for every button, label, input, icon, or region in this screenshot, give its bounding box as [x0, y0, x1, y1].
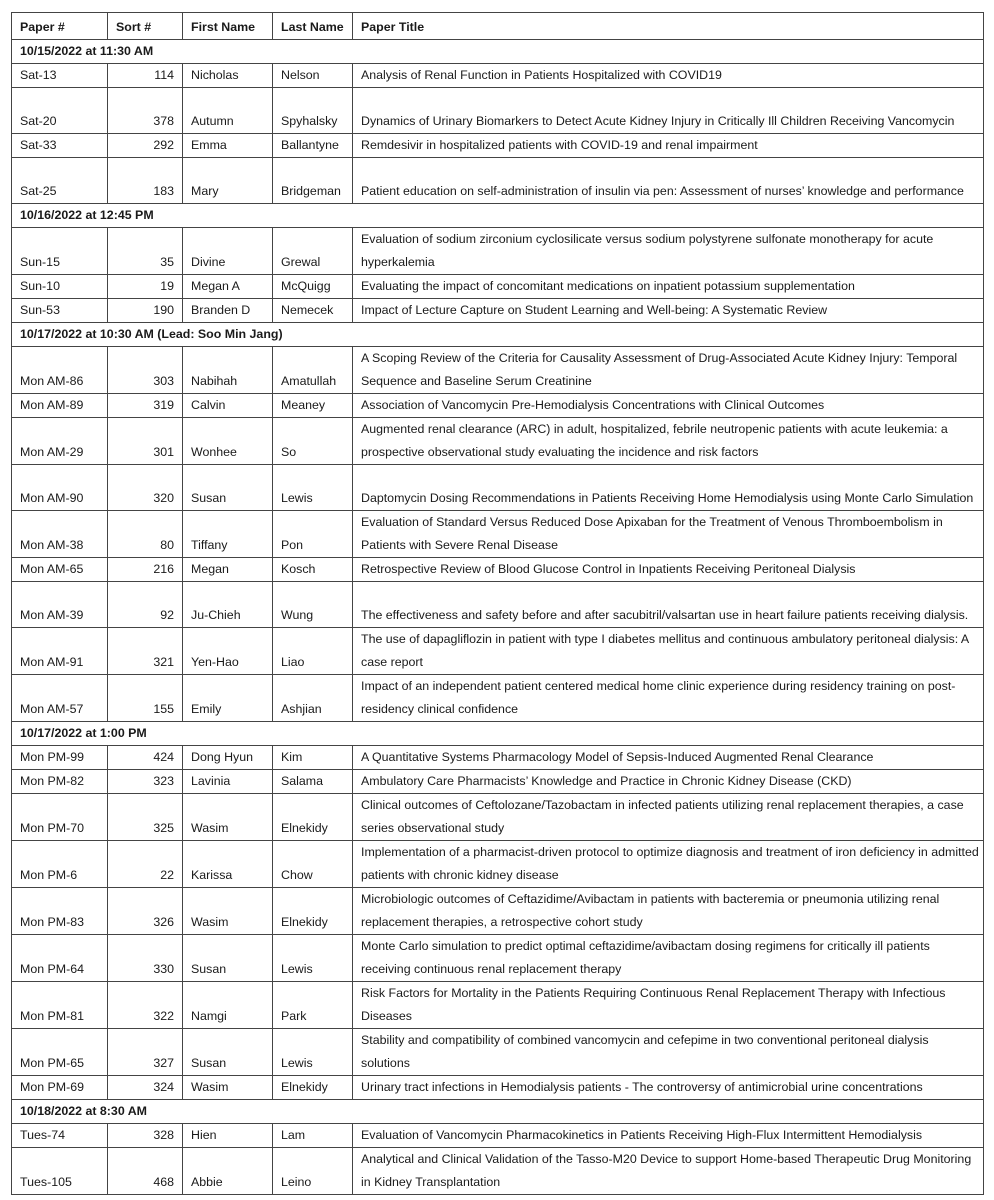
paper-title-cell: Monte Carlo simulation to predict optimal ceftazidime/avibactam dosing regimens for critically ill patients receiving continuous renal replacement therapy	[353, 935, 984, 982]
last-name-cell: Chow	[273, 841, 353, 888]
session-heading: 10/17/2022 at 1:00 PM	[12, 722, 984, 746]
paper-title-cell: The use of dapagliflozin in patient with type I diabetes mellitus and continuous ambulatory peritoneal dialysis: A case report	[353, 628, 984, 675]
paper-title-cell: Daptomycin Dosing Recommendations in Patients Receiving Home Hemodialysis using Monte Carlo Simulation	[353, 465, 984, 511]
paper-number-cell: Sat-25	[12, 158, 108, 204]
last-name-cell: Ballantyne	[273, 134, 353, 158]
paper-number-cell: Mon AM-29	[12, 418, 108, 465]
last-name-cell: McQuigg	[273, 275, 353, 299]
paper-number-cell: Mon PM-6	[12, 841, 108, 888]
first-name-cell: Calvin	[183, 394, 273, 418]
first-name-cell: Nabihah	[183, 347, 273, 394]
sort-number-cell: 324	[108, 1076, 183, 1100]
session-heading-row	[12, 722, 984, 746]
sort-number-cell: 327	[108, 1029, 183, 1076]
paper-title-cell: A Scoping Review of the Criteria for Causality Assessment of Drug-Associated Acute Kidney Injury: Temporal Sequence and Baseline Serum Creatinine	[353, 347, 984, 394]
last-name-cell: Grewal	[273, 228, 353, 275]
session-heading: 10/15/2022 at 11:30 AM	[12, 40, 984, 64]
last-name-cell: Lewis	[273, 1029, 353, 1076]
last-name-cell: Spyhalsky	[273, 88, 353, 134]
last-name-cell: Amatullah	[273, 347, 353, 394]
table-row	[12, 347, 984, 394]
table-row	[12, 465, 984, 511]
paper-number-cell: Mon AM-39	[12, 582, 108, 628]
table-row	[12, 418, 984, 465]
paper-number-cell: Mon AM-91	[12, 628, 108, 675]
sort-number-cell: 292	[108, 134, 183, 158]
table-row	[12, 794, 984, 841]
table-row	[12, 841, 984, 888]
sort-number-cell: 319	[108, 394, 183, 418]
last-name-cell: Nelson	[273, 64, 353, 88]
last-name-cell: Pon	[273, 511, 353, 558]
sort-number-cell: 323	[108, 770, 183, 794]
paper-title-cell: Urinary tract infections in Hemodialysis patients - The controversy of antimicrobial urine concentrations	[353, 1076, 984, 1100]
paper-title-cell: Implementation of a pharmacist-driven protocol to optimize diagnosis and treatment of iron deficiency in admitted patients with chronic kidney disease	[353, 841, 984, 888]
first-name-cell: Susan	[183, 935, 273, 982]
first-name-cell: Megan	[183, 558, 273, 582]
sort-number-cell: 190	[108, 299, 183, 323]
first-name-cell: Wasim	[183, 794, 273, 841]
last-name-cell: Kim	[273, 746, 353, 770]
session-heading: 10/18/2022 at 8:30 AM	[12, 1100, 984, 1124]
table-row	[12, 746, 984, 770]
paper-number-cell: Mon AM-86	[12, 347, 108, 394]
sort-number-cell: 80	[108, 511, 183, 558]
table-row	[12, 228, 984, 275]
paper-number-cell: Sat-33	[12, 134, 108, 158]
session-heading: 10/17/2022 at 10:30 AM (Lead: Soo Min Jang)	[12, 323, 984, 347]
sort-number-cell: 114	[108, 64, 183, 88]
table-row	[12, 275, 984, 299]
last-name-cell: So	[273, 418, 353, 465]
first-name-cell: Susan	[183, 465, 273, 511]
table-row	[12, 64, 984, 88]
last-name-cell: Elnekidy	[273, 1076, 353, 1100]
paper-title-cell: Evaluation of sodium zirconium cyclosilicate versus sodium polystyrene sulfonate monotherapy for acute hyperkalemia	[353, 228, 984, 275]
last-name-cell: Park	[273, 982, 353, 1029]
first-name-cell: Hien	[183, 1124, 273, 1148]
first-name-cell: Wasim	[183, 1076, 273, 1100]
sort-number-cell: 216	[108, 558, 183, 582]
table-row	[12, 770, 984, 794]
column-header-paper-number: Paper #	[12, 13, 108, 40]
paper-number-cell: Sat-20	[12, 88, 108, 134]
sort-number-cell: 424	[108, 746, 183, 770]
column-header-first-name: First Name	[183, 13, 273, 40]
paper-title-cell: Clinical outcomes of Ceftolozane/Tazobactam in infected patients utilizing renal replacement therapies, a case series observational study	[353, 794, 984, 841]
table-row	[12, 982, 984, 1029]
paper-title-cell: Analysis of Renal Function in Patients Hospitalized with COVID19	[353, 64, 984, 88]
table-row	[12, 1124, 984, 1148]
last-name-cell: Ashjian	[273, 675, 353, 722]
sort-number-cell: 92	[108, 582, 183, 628]
paper-number-cell: Sun-15	[12, 228, 108, 275]
first-name-cell: Emily	[183, 675, 273, 722]
paper-number-cell: Sun-53	[12, 299, 108, 323]
last-name-cell: Meaney	[273, 394, 353, 418]
table-row	[12, 582, 984, 628]
last-name-cell: Lewis	[273, 465, 353, 511]
paper-title-cell: Remdesivir in hospitalized patients with COVID-19 and renal impairment	[353, 134, 984, 158]
first-name-cell: Wasim	[183, 888, 273, 935]
paper-number-cell: Sun-10	[12, 275, 108, 299]
table-row	[12, 935, 984, 982]
sort-number-cell: 22	[108, 841, 183, 888]
first-name-cell: Wonhee	[183, 418, 273, 465]
paper-number-cell: Mon PM-99	[12, 746, 108, 770]
paper-title-cell: Augmented renal clearance (ARC) in adult, hospitalized, febrile neutropenic patients with acute leukemia: a prospective observational study evaluating the incidence and risk factors	[353, 418, 984, 465]
first-name-cell: Ju-Chieh	[183, 582, 273, 628]
first-name-cell: Divine	[183, 228, 273, 275]
paper-title-cell: Stability and compatibility of combined vancomycin and cefepime in two conventional peritoneal dialysis solutions	[353, 1029, 984, 1076]
sort-number-cell: 19	[108, 275, 183, 299]
table-row	[12, 628, 984, 675]
last-name-cell: Wung	[273, 582, 353, 628]
first-name-cell: Nicholas	[183, 64, 273, 88]
paper-number-cell: Mon PM-83	[12, 888, 108, 935]
paper-title-cell: Retrospective Review of Blood Glucose Control in Inpatients Receiving Peritoneal Dialysis	[353, 558, 984, 582]
first-name-cell: Emma	[183, 134, 273, 158]
table-row	[12, 888, 984, 935]
last-name-cell: Elnekidy	[273, 888, 353, 935]
paper-title-cell: Evaluation of Vancomycin Pharmacokinetics in Patients Receiving High-Flux Intermittent Hemodialysis	[353, 1124, 984, 1148]
table-body	[12, 40, 984, 1195]
first-name-cell: Dong Hyun	[183, 746, 273, 770]
last-name-cell: Elnekidy	[273, 794, 353, 841]
sort-number-cell: 378	[108, 88, 183, 134]
paper-title-cell: Analytical and Clinical Validation of the Tasso-M20 Device to support Home-based Therapeutic Drug Monitoring in Kidney Transplantation	[353, 1148, 984, 1195]
session-heading: 10/16/2022 at 12:45 PM	[12, 204, 984, 228]
first-name-cell: Tiffany	[183, 511, 273, 558]
paper-number-cell: Mon AM-38	[12, 511, 108, 558]
paper-number-cell: Mon PM-81	[12, 982, 108, 1029]
first-name-cell: Branden D	[183, 299, 273, 323]
column-header-sort-number: Sort #	[108, 13, 183, 40]
table-row	[12, 1029, 984, 1076]
table-row	[12, 1076, 984, 1100]
paper-title-cell: Dynamics of Urinary Biomarkers to Detect Acute Kidney Injury in Critically Ill Children Receiving Vancomycin	[353, 88, 984, 134]
paper-number-cell: Mon AM-65	[12, 558, 108, 582]
sort-number-cell: 320	[108, 465, 183, 511]
last-name-cell: Liao	[273, 628, 353, 675]
first-name-cell: Lavinia	[183, 770, 273, 794]
sort-number-cell: 468	[108, 1148, 183, 1195]
sort-number-cell: 322	[108, 982, 183, 1029]
paper-number-cell: Mon AM-90	[12, 465, 108, 511]
paper-title-cell: Patient education on self-administration of insulin via pen: Assessment of nurses’ knowledge and performance	[353, 158, 984, 204]
paper-title-cell: Risk Factors for Mortality in the Patients Requiring Continuous Renal Replacement Therapy with Infectious Diseases	[353, 982, 984, 1029]
paper-number-cell: Mon PM-69	[12, 1076, 108, 1100]
first-name-cell: Namgi	[183, 982, 273, 1029]
table-row	[12, 299, 984, 323]
paper-number-cell: Sat-13	[12, 64, 108, 88]
sort-number-cell: 183	[108, 158, 183, 204]
session-heading-row	[12, 204, 984, 228]
table-row	[12, 394, 984, 418]
table-row	[12, 558, 984, 582]
table-row	[12, 1148, 984, 1195]
sort-number-cell: 326	[108, 888, 183, 935]
table-row	[12, 134, 984, 158]
last-name-cell: Kosch	[273, 558, 353, 582]
abstract-schedule-table	[11, 12, 984, 1195]
paper-number-cell: Mon PM-82	[12, 770, 108, 794]
paper-title-cell: A Quantitative Systems Pharmacology Model of Sepsis-Induced Augmented Renal Clearance	[353, 746, 984, 770]
header-row	[12, 13, 984, 40]
sort-number-cell: 303	[108, 347, 183, 394]
last-name-cell: Nemecek	[273, 299, 353, 323]
paper-number-cell: Mon PM-65	[12, 1029, 108, 1076]
column-header-paper-title: Paper Title	[353, 13, 984, 40]
column-header-last-name: Last Name	[273, 13, 353, 40]
sort-number-cell: 155	[108, 675, 183, 722]
table-row	[12, 158, 984, 204]
paper-number-cell: Mon PM-70	[12, 794, 108, 841]
sort-number-cell: 321	[108, 628, 183, 675]
paper-title-cell: Association of Vancomycin Pre-Hemodialysis Concentrations with Clinical Outcomes	[353, 394, 984, 418]
session-heading-row	[12, 323, 984, 347]
paper-number-cell: Mon AM-89	[12, 394, 108, 418]
first-name-cell: Yen-Hao	[183, 628, 273, 675]
sort-number-cell: 330	[108, 935, 183, 982]
last-name-cell: Lewis	[273, 935, 353, 982]
sort-number-cell: 301	[108, 418, 183, 465]
paper-number-cell: Tues-105	[12, 1148, 108, 1195]
session-heading-row	[12, 1100, 984, 1124]
first-name-cell: Mary	[183, 158, 273, 204]
paper-number-cell: Mon PM-64	[12, 935, 108, 982]
first-name-cell: Abbie	[183, 1148, 273, 1195]
first-name-cell: Karissa	[183, 841, 273, 888]
paper-title-cell: Impact of Lecture Capture on Student Learning and Well-being: A Systematic Review	[353, 299, 984, 323]
sort-number-cell: 328	[108, 1124, 183, 1148]
session-heading-row	[12, 40, 984, 64]
last-name-cell: Leino	[273, 1148, 353, 1195]
first-name-cell: Susan	[183, 1029, 273, 1076]
paper-number-cell: Mon AM-57	[12, 675, 108, 722]
sort-number-cell: 35	[108, 228, 183, 275]
last-name-cell: Salama	[273, 770, 353, 794]
paper-title-cell: Impact of an independent patient centered medical home clinic experience during residency training on post-residency clinical confidence	[353, 675, 984, 722]
paper-title-cell: Ambulatory Care Pharmacists’ Knowledge and Practice in Chronic Kidney Disease (CKD)	[353, 770, 984, 794]
paper-title-cell: Evaluating the impact of concomitant medications on inpatient potassium supplementation	[353, 275, 984, 299]
paper-title-cell: Evaluation of Standard Versus Reduced Dose Apixaban for the Treatment of Venous Thromboembolism in Patients with Severe Renal Disease	[353, 511, 984, 558]
last-name-cell: Lam	[273, 1124, 353, 1148]
paper-title-cell: Microbiologic outcomes of Ceftazidime/Avibactam in patients with bacteremia or pneumonia utilizing renal replacement therapies, a retrospective cohort study	[353, 888, 984, 935]
table-row	[12, 88, 984, 134]
table-row	[12, 511, 984, 558]
paper-title-cell: The effectiveness and safety before and after sacubitril/valsartan use in heart failure patients receiving dialysis.	[353, 582, 984, 628]
last-name-cell: Bridgeman	[273, 158, 353, 204]
sort-number-cell: 325	[108, 794, 183, 841]
first-name-cell: Megan A	[183, 275, 273, 299]
table-row	[12, 675, 984, 722]
first-name-cell: Autumn	[183, 88, 273, 134]
paper-number-cell: Tues-74	[12, 1124, 108, 1148]
